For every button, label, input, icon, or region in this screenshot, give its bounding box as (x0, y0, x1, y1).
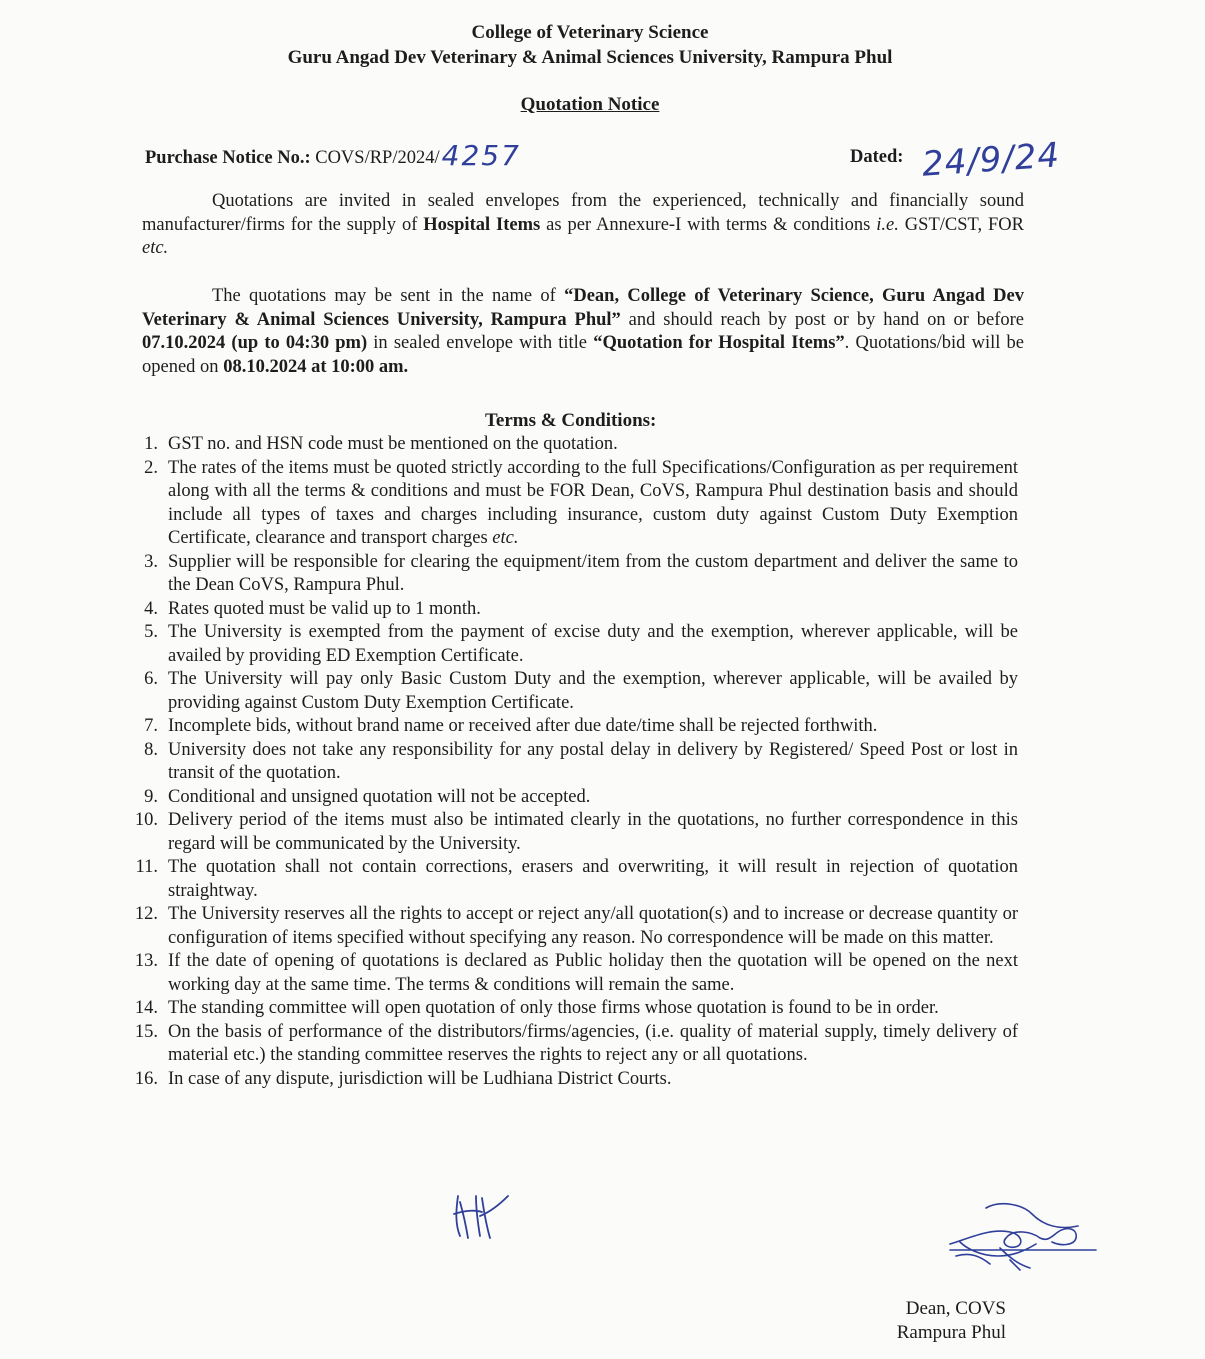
term-text: Incomplete bids, without brand name or received after due date/time shall be rejected forthwith. (168, 716, 878, 736)
term-text: In case of any dispute, jurisdiction will be Ludhiana District Courts. (168, 1068, 672, 1089)
term-text: GST no. and HSN code must be mentioned on the quotation. (168, 434, 618, 454)
term-item (126, 1068, 1018, 1092)
para1-text-2: as per Annexure-I with terms & conditions (540, 214, 877, 235)
para2-bold-deadline: 07.10.2024 (up to 04:30 pm) (142, 333, 368, 353)
invitation-paragraph (142, 190, 1024, 261)
term-number: 8. (144, 739, 158, 760)
para1-italic-ie: i.e. (876, 214, 899, 235)
term-text: Supplier will be responsible for clearing the equipment/item from the custom department and deliver the same to the Dean CoVS, Rampura Phul. (168, 551, 1018, 595)
term-number: 7. (144, 716, 158, 736)
para2-bold-addressee: “Dean, College of Veterinary Science, Guru Angad Dev Veterinary & Animal Sciences University, Rampura Phul” (142, 286, 1024, 330)
term-text: If the date of opening of quotations is declared as Public holiday then the quotation will be opened on the next working day at the same time. The terms & conditions will remain the same. (168, 951, 1018, 995)
para2-text-4: . Quotations/bid will be opened on (142, 333, 1025, 377)
term-number: 9. (144, 786, 158, 807)
para2-bold-opening-date: 08.10.2024 at 10:00 am. (223, 356, 409, 377)
signer-location: Rampura Phul (896, 1322, 1006, 1343)
term-item (126, 433, 1018, 457)
term-item (126, 1021, 1018, 1068)
term-number: 2. (144, 457, 158, 478)
term-number: 1. (144, 434, 158, 454)
terms-title: Terms & Conditions: (485, 410, 657, 431)
signer-title: Dean, COVS (905, 1298, 1006, 1319)
term-item (126, 551, 1018, 598)
notice-title: Quotation Notice (520, 94, 660, 115)
submission-paragraph (142, 285, 1024, 379)
initials-signature-image (446, 1190, 516, 1242)
term-text: The standing committee will open quotation of only those firms whose quotation is found to be in order. (168, 998, 939, 1018)
para1-italic-etc: etc. (142, 238, 169, 258)
term-number: 6. (144, 669, 158, 689)
para2-text-3: in sealed envelope with title (367, 333, 594, 353)
term-number: 14. (134, 998, 158, 1018)
term-item (126, 668, 1018, 715)
term-number: 4. (144, 598, 158, 619)
university-name: Guru Angad Dev Veterinary & Animal Sciences University, Rampura Phul (287, 47, 893, 68)
term-number: 11. (135, 857, 158, 877)
term-item (126, 950, 1018, 997)
term-number: 13. (134, 951, 158, 971)
purchase-notice-label: Purchase Notice No.: (145, 148, 311, 168)
signer-block (884, 1297, 1006, 1345)
term-text: The rates of the items must be quoted strictly according to the full Specifications/Configuration as per requirement along with all the terms & conditions and must be FOR Dean, CoVS, Rampura Phul destination basis and should include all types of taxes and charges including insurance, custom duty against Custom Duty Exemption Certificate, clearance and transport charges (168, 457, 1018, 548)
terms-list (126, 433, 1018, 1091)
term-text: The University is exempted from the payment of excise duty and the exemption, wherever applicable, will be availed by providing ED Exemption Certificate. (168, 622, 1018, 666)
term-text: The University will pay only Basic Custom Duty and the exemption, wherever applicable, will be availed by providing against Custom Duty Exemption Certificate. (168, 669, 1018, 713)
term-text: The University reserves all the rights to accept or reject any/all quotation(s) and to increase or decrease quantity or configuration of items specified without specifying any reason. No correspondence will be made on this matter. (168, 904, 1018, 948)
para2-text-1: The quotations may be sent in the name of (212, 286, 565, 306)
term-item (126, 903, 1018, 950)
term-text: Rates quoted must be valid up to 1 month. (168, 598, 481, 619)
term-number: 16. (134, 1068, 158, 1089)
term-text: On the basis of performance of the distributors/firms/agencies, (i.e. quality of material supply, timely delivery of material etc.) the standing committee reserves the rights to reject any or all quotations. (168, 1021, 1018, 1065)
para1-text-3: GST/CST, FOR (898, 214, 1024, 235)
purchase-notice-prefix: COVS/RP/2024/ (315, 148, 440, 168)
dated-value-handwritten: 24/9/24 (920, 135, 1062, 185)
purchase-notice-line (145, 137, 521, 170)
term-item (126, 739, 1018, 786)
term-italic: etc. (492, 528, 519, 548)
term-text: Conditional and unsigned quotation will not be accepted. (168, 786, 591, 807)
para2-bold-envelope-title: “Quotation for Hospital Items” (593, 333, 845, 353)
term-item (126, 786, 1018, 810)
term-item (126, 997, 1018, 1021)
para1-text-1: Quotations are invited in sealed envelopes from the experienced, technically and financially sound manufacturer/firms for the supply of (142, 191, 1024, 235)
term-item (126, 809, 1018, 856)
dated-label: Dated: (850, 147, 904, 167)
dean-signature-image (940, 1198, 1100, 1278)
term-text: University does not take any responsibility for any postal delay in delivery by Registered/ Speed Post or lost in transit of the quotation. (168, 739, 1018, 783)
term-item (126, 715, 1018, 739)
term-item (126, 598, 1018, 622)
term-number: 10. (134, 810, 158, 830)
term-item (126, 621, 1018, 668)
term-text: The quotation shall not contain corrections, erasers and overwriting, it will result in rejection of quotation straightway. (168, 857, 1018, 901)
para1-bold-items: Hospital Items (423, 214, 541, 235)
term-item (126, 856, 1018, 903)
term-number: 15. (134, 1021, 158, 1042)
term-number: 12. (134, 904, 158, 924)
purchase-notice-number-handwritten: 4257 (441, 139, 521, 172)
term-text: Delivery period of the items must also be intimated clearly in the quotations, no further correspondence in this regard will be communicated by the University. (168, 810, 1018, 854)
term-item (126, 457, 1018, 551)
term-number: 3. (144, 551, 158, 572)
para2-text-2: and should reach by post or by hand on or before (620, 309, 1024, 330)
college-name: College of Veterinary Science (471, 22, 709, 43)
term-number: 5. (144, 622, 158, 642)
